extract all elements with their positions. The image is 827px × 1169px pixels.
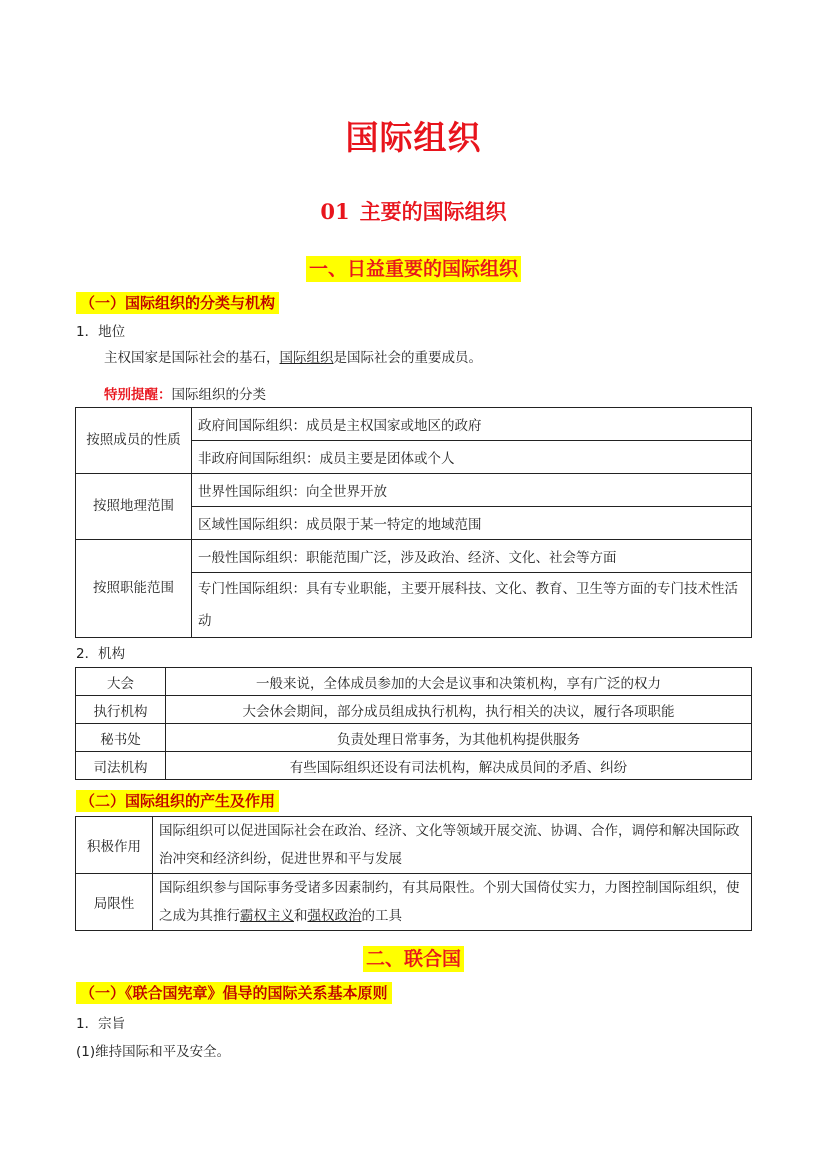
table-row <box>76 408 752 441</box>
chapter-number: 01 <box>320 199 350 224</box>
organ-name-cell: 执行机构 <box>76 696 166 724</box>
classification-table <box>75 407 752 638</box>
subsection-heading-2-1 <box>76 982 392 1003</box>
section-heading-1-text: 一、日益重要的国际组织 <box>306 256 521 282</box>
page-title: 国际组织 <box>345 118 482 157</box>
limit-text-mid: 和 <box>294 908 308 924</box>
table-row <box>76 696 752 724</box>
role-name-cell: 局限性 <box>76 874 153 931</box>
section-heading-1 <box>0 254 827 281</box>
status-text-post: 是国际社会的重要成员。 <box>333 350 482 366</box>
table-row <box>76 817 752 874</box>
power-politics-term: 强权政治 <box>307 908 362 924</box>
roles-table <box>75 816 752 931</box>
table-row <box>76 668 752 696</box>
hegemony-term: 霸权主义 <box>240 908 294 924</box>
section-heading-2-text: 二、联合国 <box>363 946 464 972</box>
role-desc-cell: 国际组织可以促进国际社会在政治、经济、文化等领域开展交流、协调、合作，调停和解决国际政治冲突和经济纠纷，促进世界和平与发展 <box>153 817 752 874</box>
category-cell: 按照地理范围 <box>76 474 192 540</box>
subsection-heading-1-2-text: （二）国际组织的产生及作用 <box>76 790 279 812</box>
limit-text-pre: 国际组织参与国际事务受诸多因素制约，有其局限性。个别大国倚仗实力，力图控制国际组织，使之成为其推行 <box>159 880 740 924</box>
subsection-heading-2-1-text: （一）《联合国宪章》倡导的国际关系基本原则 <box>76 982 392 1004</box>
tip-label: 特别提醒： <box>104 387 172 403</box>
subsection-heading-1-1-text: （一）国际组织的分类与机构 <box>76 292 279 314</box>
organ-name-cell: 司法机构 <box>76 752 166 780</box>
class-item-cell: 一般性国际组织：职能范围广泛，涉及政治、经济、文化、社会等方面 <box>192 540 752 573</box>
section-heading-2 <box>0 944 827 971</box>
table-row <box>76 540 752 573</box>
limit-text-post: 的工具 <box>361 908 402 924</box>
class-item-cell: 专门性国际组织：具有专业职能，主要开展科技、文化、教育、卫生等方面的专门技术性活动 <box>192 573 752 638</box>
organ-name-cell: 秘书处 <box>76 724 166 752</box>
status-paragraph <box>104 346 482 366</box>
tip-text: 国际组织的分类 <box>171 387 266 403</box>
status-text-pre: 主权国家是国际社会的基石， <box>104 350 280 366</box>
role-desc-cell <box>153 874 752 931</box>
class-item-cell: 区域性国际组织：成员限于某一特定的地域范围 <box>192 507 752 540</box>
item-label-status: 1．地位 <box>76 324 126 340</box>
category-cell: 按照成员的性质 <box>76 408 192 474</box>
item-label-organs: 2．机构 <box>76 646 126 662</box>
class-item-cell: 世界性国际组织：向全世界开放 <box>192 474 752 507</box>
organ-desc-cell: 负责处理日常事务，为其他机构提供服务 <box>166 724 752 752</box>
class-item-cell: 政府间国际组织：成员是主权国家或地区的政府 <box>192 408 752 441</box>
table-row <box>76 724 752 752</box>
status-term: 国际组织 <box>279 350 334 366</box>
tip-line <box>104 383 266 403</box>
organ-desc-cell: 有些国际组织还设有司法机构，解决成员间的矛盾、纠纷 <box>166 752 752 780</box>
category-cell: 按照职能范围 <box>76 540 192 638</box>
chapter-title <box>0 196 827 226</box>
subsection-heading-1-2 <box>76 790 279 811</box>
chapter-title-text: 主要的国际组织 <box>359 200 507 224</box>
organs-table <box>75 667 752 780</box>
item-label-purpose: 1．宗旨 <box>76 1016 126 1032</box>
table-row <box>76 474 752 507</box>
class-item-cell: 非政府间国际组织：成员主要是团体或个人 <box>192 441 752 474</box>
subsection-heading-1-1 <box>76 292 279 313</box>
table-row <box>76 752 752 780</box>
role-name-cell: 积极作用 <box>76 817 153 874</box>
organ-name-cell: 大会 <box>76 668 166 696</box>
table-row <box>76 874 752 931</box>
purpose-point-1: (1)维持国际和平及安全。 <box>76 1044 231 1060</box>
organ-desc-cell: 一般来说，全体成员参加的大会是议事和决策机构，享有广泛的权力 <box>166 668 752 696</box>
organ-desc-cell: 大会休会期间，部分成员组成执行机构，执行相关的决议，履行各项职能 <box>166 696 752 724</box>
